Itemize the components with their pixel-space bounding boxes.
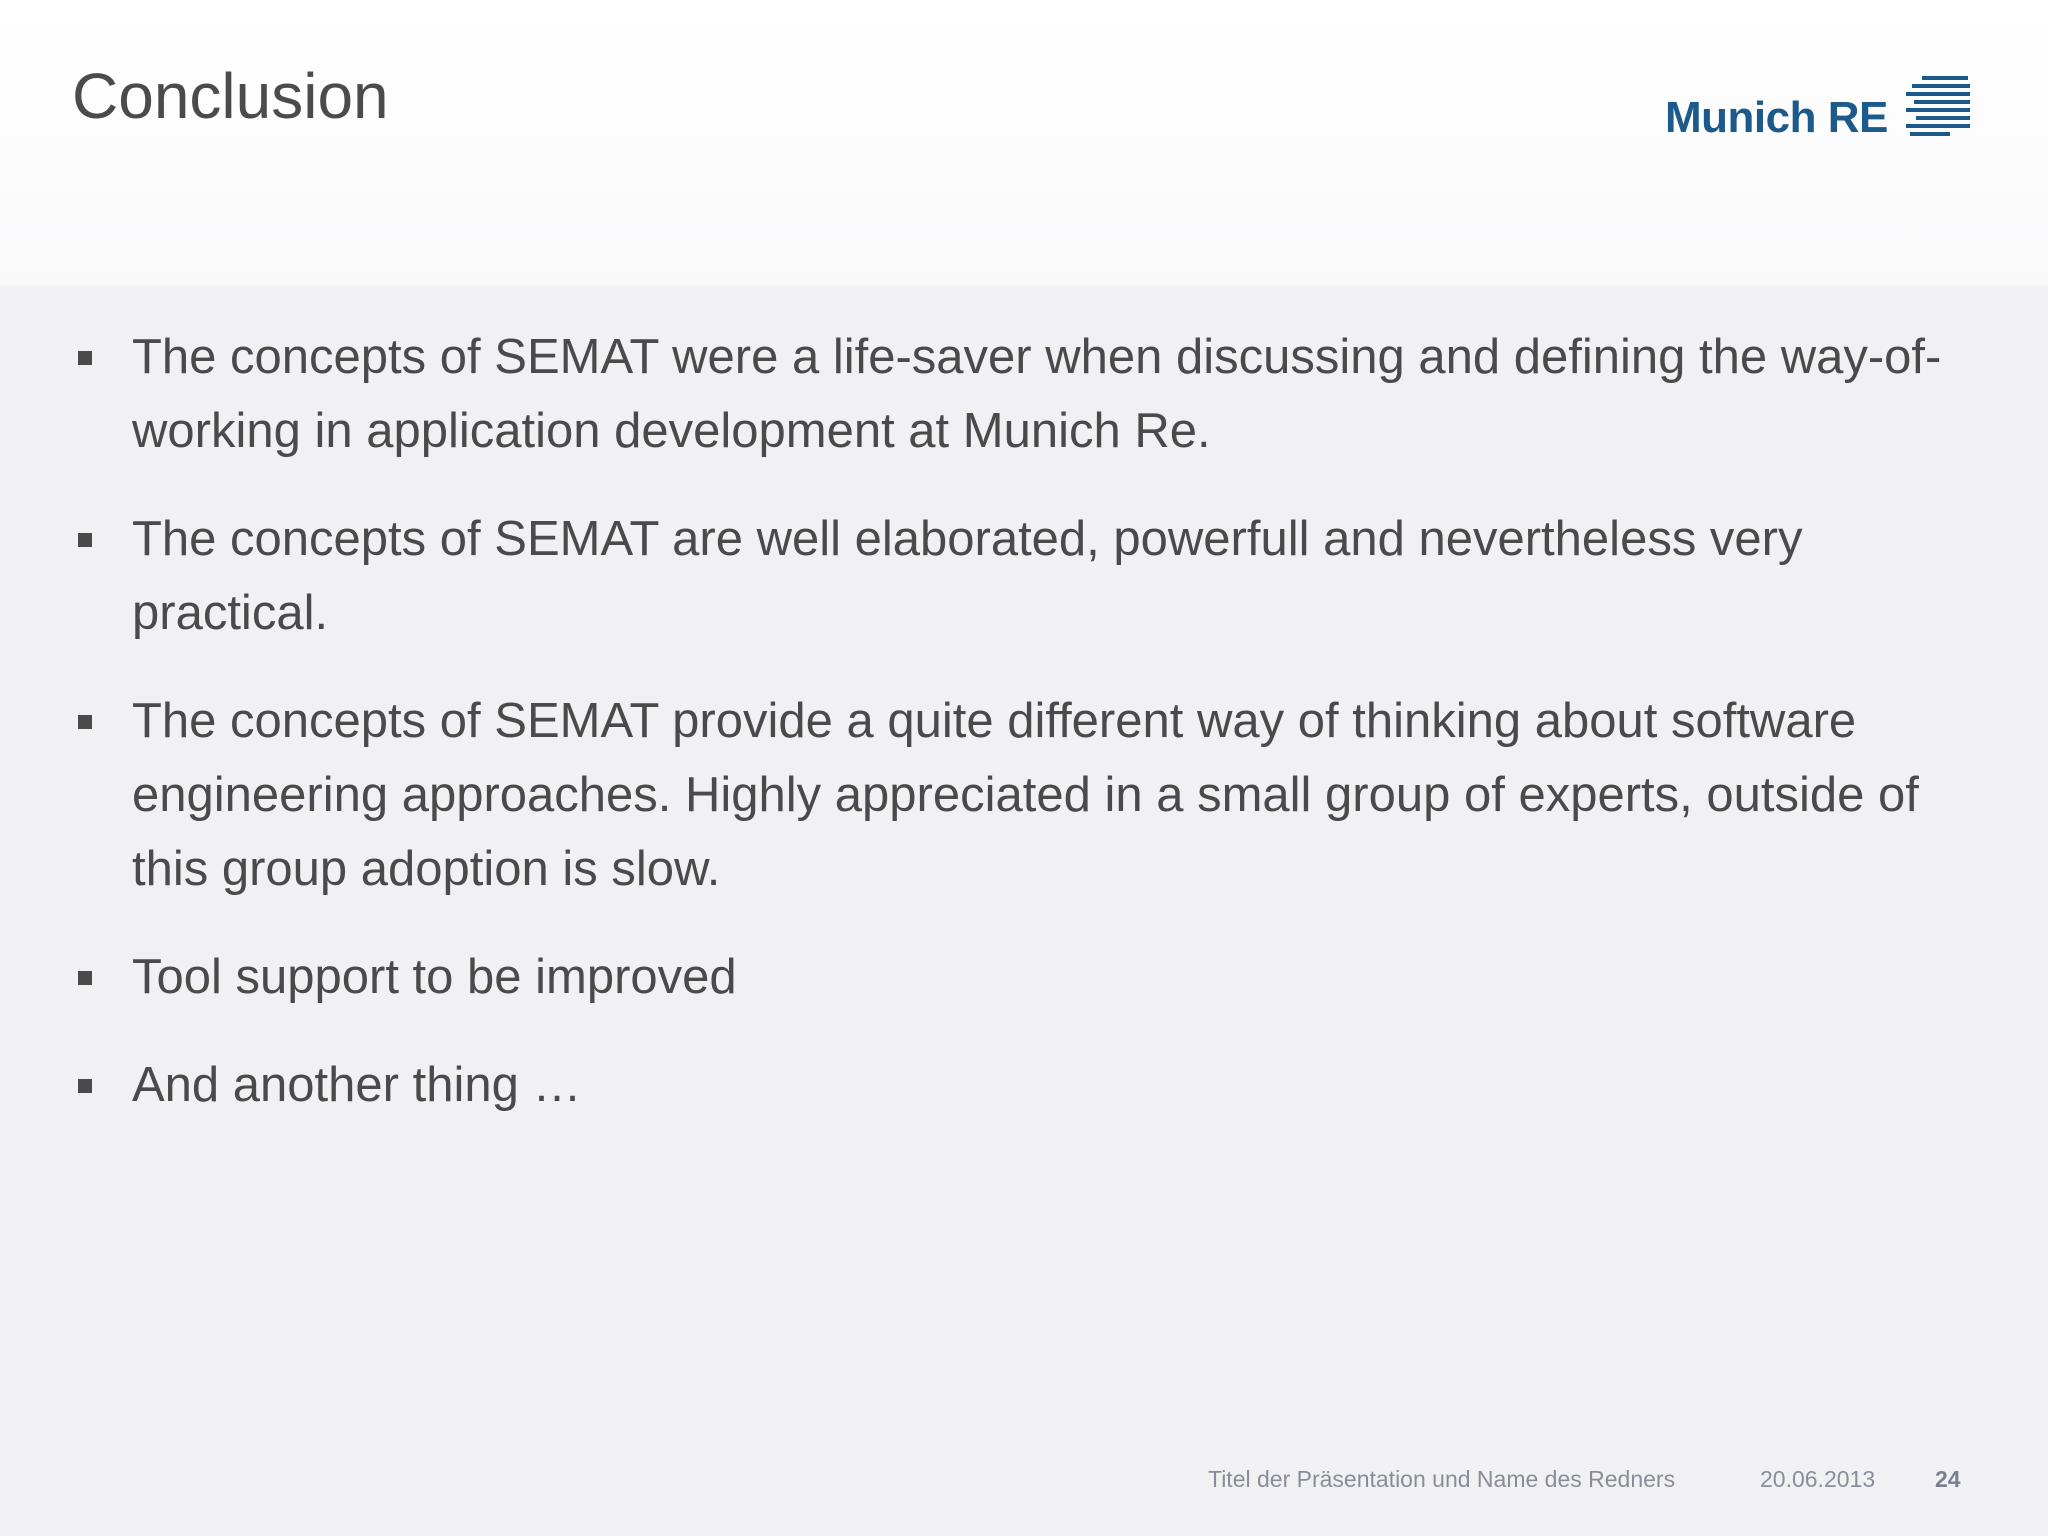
bullet-text: The concepts of SEMAT provide a quite different way of thinking about software engineering approaches. Highly appreciated in a small group of experts, outside of this group adoption is slow. [132,694,1919,896]
page-number: 24 [1935,1466,1961,1492]
slide-title: Conclusion [72,60,389,132]
bullet-text: The concepts of SEMAT were a life-saver when discussing and defining the way-of-working in application development at Munich Re. [132,330,1942,458]
square-bullet-icon [78,351,92,365]
bullet-list [72,320,1972,1122]
slide-content [72,320,1972,1156]
footer-date: 20.06.2013 [1760,1466,1876,1492]
footer-presentation-title: Titel der Präsentation und Name des Redners [1208,1466,1676,1492]
square-bullet-icon [78,533,92,547]
bullet-item [72,502,1972,650]
slide-header [0,0,2048,286]
bullet-item [72,940,1972,1014]
bullet-item [72,684,1972,906]
square-bullet-icon [78,1079,92,1093]
bullet-item [72,320,1972,468]
square-bullet-icon [78,715,92,729]
bullet-text: The concepts of SEMAT are well elaborated, powerfull and nevertheless very practical. [132,512,1803,640]
bullet-item [72,1048,1972,1122]
slide-footer [0,1466,2048,1496]
logo-text: Munich RE [1665,93,1888,142]
munich-re-wave-logo-icon [1904,74,1972,142]
munich-re-logo [1665,70,1972,142]
square-bullet-icon [78,971,92,985]
bullet-text: And another thing … [132,1058,582,1112]
bullet-text: Tool support to be improved [132,950,737,1004]
